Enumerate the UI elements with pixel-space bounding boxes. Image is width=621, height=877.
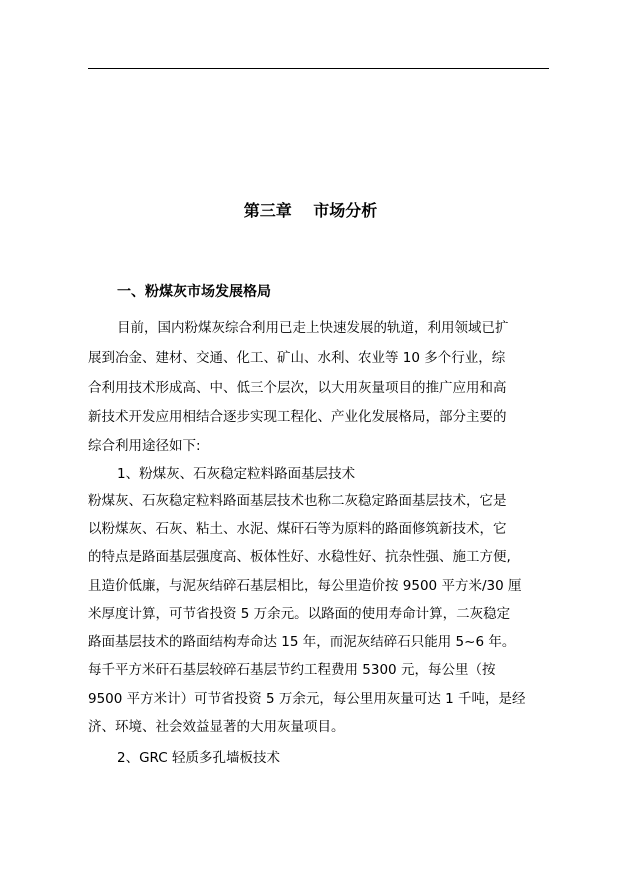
paragraph-line: 每千平方米矸石基层较碎石基层节约工程费用 5300 元，每公里（按 [88,662,496,678]
paragraph-line: 路面基层技术的路面结构寿命达 15 年，而泥灰结碎石只能用 5~6 年。 [88,634,516,650]
paragraph-line: 9500 平方米计）可节省投资 5 万余元，每公里用灰量可达 1 千吨，是经 [88,691,526,707]
paragraph-line: 以粉煤灰、石灰、粘土、水泥、煤矸石等为原料的路面修筑新技术，它 [88,521,507,537]
paragraph-line: 米厚度计算，可节省投资 5 万余元。以路面的使用寿命计算，二灰稳定 [88,606,511,622]
paragraph-line: 展到冶金、建材、交通、化工、矿山、水利、农业等 10 多个行业，综 [88,350,506,366]
list-item-heading: 2、GRC 轻质多孔墙板技术 [117,750,280,766]
paragraph-line: 目前，国内粉煤灰综合利用已走上快速发展的轨道，利用领域已扩 [117,320,509,336]
list-item-heading: 1、粉煤灰、石灰稳定粒料路面基层技术 [117,466,356,482]
paragraph-line: 合利用技术形成高、中、低三个层次，以大用灰量项目的推广应用和高 [88,380,507,396]
header-rule [88,68,549,69]
paragraph-line: 且造价低廉，与泥灰结碎石基层相比，每公里造价按 9500 平方米/30 厘 [88,578,522,594]
paragraph-line: 新技术开发应用相结合逐步实现工程化、产业化发展格局，部分主要的 [88,409,507,425]
paragraph-line: 的特点是路面基层强度高、板体性好、水稳性好、抗杂性强、施工方便, [88,549,511,565]
paragraph-line: 粉煤灰、石灰稳定粒料路面基层技术也称二灰稳定路面基层技术，它是 [88,493,507,509]
section-heading: 一、粉煤灰市场发展格局 [117,284,271,300]
chapter-title: 第三章 市场分析 [243,201,378,220]
paragraph-line: 综合利用途径如下: [88,438,201,454]
paragraph-line: 济、环境、社会效益显著的大用灰量项目。 [88,719,345,735]
